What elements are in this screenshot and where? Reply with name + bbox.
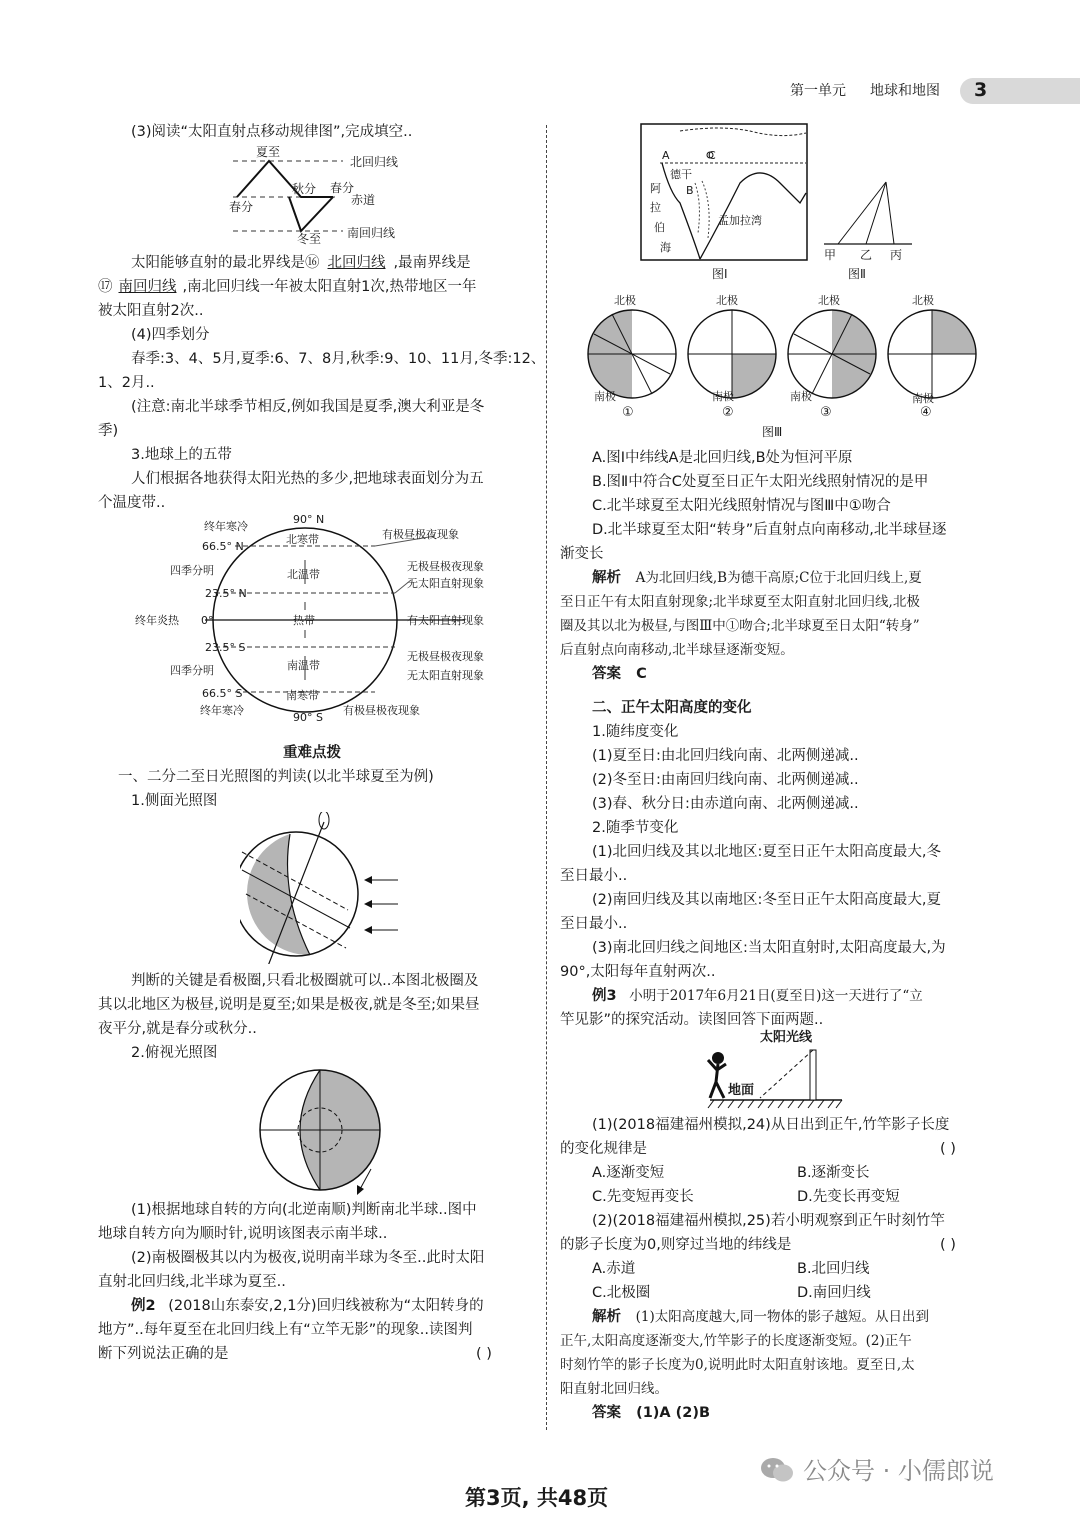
analysis-2-line-3: 时刻竹竿的影子长度为0,说明此时太阳直射该地。夏至日,太 <box>560 1357 915 1373</box>
example-3-label: 例3 <box>592 988 617 1004</box>
globe4-north: 北极 <box>912 294 934 307</box>
fill2-answer: 南回归线 <box>118 279 177 295</box>
r1-title: 1.随纬度变化 <box>592 724 679 740</box>
option-c: C.北半球夏至太阳光线照射情况与图Ⅲ中①吻合 <box>592 498 891 514</box>
map-label-arab-4: 海 <box>660 241 671 254</box>
analysis-2-line-4: 阳直射北回归线。 <box>560 1381 668 1397</box>
r2-title: 2.随季节变化 <box>592 820 679 836</box>
option-b: B.图Ⅱ中符合C处夏至日正午太阳光线照射情况的是甲 <box>592 474 929 490</box>
page-indicator: 第3页, 共48页 <box>465 1486 609 1510</box>
side-view-diagram <box>240 812 400 964</box>
example-3-text-1: 小明于2017年6月21日(夏至日)这一天进行了“立 <box>629 988 923 1004</box>
example-3-line-2: 竿见影”的探究活动。读图回答下面两题.. <box>560 1012 824 1028</box>
fig1-nanhuigui: 南回归线 <box>347 226 396 240</box>
r1-a: (1)夏至日:由北回归线向南、北两侧递减.. <box>592 748 859 764</box>
zone-3: 热带 <box>293 614 315 627</box>
fig-sun-rays-label: 太阳光线 <box>760 1030 813 1045</box>
analysis-2-text-1: (1)太阳高度越大,同一物体的影子越短。从日出到 <box>635 1309 930 1325</box>
top-view-line-1: (1)根据地球自转的方向(北逆南顺)判断南北半球..图中 <box>131 1202 477 1218</box>
fig2-caption: 图Ⅱ <box>848 267 866 281</box>
fig1-dongzhi: 冬至 <box>297 232 322 246</box>
phenomenon-2: 无极昼极夜现象 <box>407 560 484 573</box>
phenomenon-6: 无太阳直射现象 <box>407 669 484 682</box>
lat-23s: 23.5° S <box>205 641 246 654</box>
r2-b-line-2: 至日最小.. <box>560 916 628 932</box>
q2-line-1: (2)(2018福建福州模拟,25)若小明观察到正午时刻竹竿 <box>592 1213 945 1229</box>
globe1-num: ① <box>622 405 634 420</box>
side-view-line-2: 其以北地区为极昼,说明是夏至;如果是极夜,就是冬至;如果昼 <box>98 997 480 1013</box>
seasons-line-1: 春季:3、4、5月,夏季:6、7、8月,秋季:9、10、11月,冬季:12、 <box>131 351 546 367</box>
option-d-line-2: 渐变长 <box>560 546 604 562</box>
globe1-north: 北极 <box>614 294 636 307</box>
map-label-b: B <box>686 184 694 197</box>
r2-c-line-1: (3)南北回归线之间地区:当太阳直射时,太阳高度最大,为 <box>592 940 946 956</box>
globe2-num: ② <box>722 405 734 420</box>
r1-b: (2)冬至日:由南回归线向南、北两侧递减.. <box>592 772 859 788</box>
header-title: 地球和地图 <box>870 83 940 99</box>
q2-option-c: C.北极圈 <box>592 1285 651 1301</box>
lat-23n: 23.5° N <box>205 587 247 600</box>
map-label-arab-3: 伯 <box>654 221 665 234</box>
q4-text: (4)四季划分 <box>131 327 210 343</box>
q1-option-b: B.逐渐变长 <box>797 1165 870 1181</box>
q2-line-2: 的影子长度为0,则穿过当地的纬线是 <box>560 1237 792 1253</box>
fig-ground-label: 地面 <box>728 1083 755 1098</box>
top-view-diagram <box>245 1065 395 1195</box>
map-label-bengal: 孟加拉湾 <box>718 214 762 227</box>
answer-2-label: 答案 <box>592 1405 621 1421</box>
r2-b-line-1: (2)南回归线及其以南地区:冬至日正午太阳高度最大,夏 <box>592 892 942 908</box>
answer-2 <box>592 1402 710 1425</box>
fig1-xiazhi: 夏至 <box>256 145 281 159</box>
map-label-arab-2: 拉 <box>650 201 661 214</box>
q1-line-2: 的变化规律是 <box>560 1141 647 1157</box>
zone-5: 南寒带 <box>286 689 319 702</box>
r2-a-line-1: (1)北回归线及其以北地区:夏至日正午太阳高度最大,冬 <box>592 844 942 860</box>
q3-text: (3)阅读“太阳直射点移动规律图”,完成填空.. <box>131 124 413 140</box>
fill2-post: ,南北回归线一年被太阳直射1次,热带地区一年 <box>182 279 477 295</box>
map-label-c: C <box>708 149 716 162</box>
analysis-2-line-2: 正午,太阳高度逐渐变大,竹竿影子的长度逐渐变短。(2)正午 <box>560 1333 912 1349</box>
globe2-south: 南极 <box>712 390 734 403</box>
climate-3: 终年炎热 <box>135 614 179 627</box>
fill-line-3: 被太阳直射2次.. <box>98 303 204 319</box>
q1-option-a: A.逐渐变短 <box>592 1165 665 1181</box>
section-1-title: 一、二分二至日光照图的判读(以北半球夏至为例) <box>118 769 434 785</box>
five-zones-line-2: 个温度带.. <box>98 495 166 511</box>
fig1-beihuigui: 北回归线 <box>350 155 399 169</box>
top-view-line-4: 直射北回归线,北半球为夏至.. <box>98 1274 286 1290</box>
example-2-text-1: (2018山东泰安,2,1分)回归线被称为“太阳转身的 <box>168 1298 484 1314</box>
seasons-line-2: 1、2月.. <box>98 375 155 391</box>
fill1-post: ,最南界线是 <box>393 255 471 271</box>
five-zones-heading: 3.地球上的五带 <box>131 447 232 463</box>
top-view-line-2: 地球自转方向为顺时针,说明该图表示南半球.. <box>98 1226 388 1242</box>
climate-4: 四季分明 <box>170 664 214 677</box>
globe4-south: 南极 <box>912 392 934 405</box>
r2-c-line-2: 90°,太阳每年直射两次.. <box>560 964 716 980</box>
q1-option-c: C.先变短再变长 <box>592 1189 694 1205</box>
q2-option-a: A.赤道 <box>592 1261 636 1277</box>
fill1-answer: 北回归线 <box>327 255 386 271</box>
analysis-2-label: 解析 <box>592 1309 621 1325</box>
option-d-line-1: D.北半球夏至太阳“转身”后直射点向南移动,北半球昼逐 <box>592 522 947 538</box>
column-divider <box>546 125 547 1430</box>
map-label-dehan: 德干 <box>670 168 692 181</box>
lat-66s: 66.5° S <box>202 687 243 700</box>
option-a: A.图Ⅰ中纬线A是北回归线,B处为恒河平原 <box>592 450 853 466</box>
phenomenon-7: 有极昼极夜现象 <box>343 704 420 717</box>
side-view-title: 1.侧面光照图 <box>131 793 218 809</box>
lat-90n: 90° N <box>293 513 325 526</box>
fig1-chunfen-left: 春分 <box>229 200 254 214</box>
fig3-caption: 图Ⅲ <box>762 425 783 439</box>
q2-paren: ( ) <box>940 1237 956 1253</box>
fig1-chidao: 赤道 <box>351 193 376 207</box>
answer-1-label: 答案 <box>592 666 621 682</box>
analysis-1-label: 解析 <box>592 570 621 586</box>
q1-line-1: (1)(2018福建福州模拟,24)从日出到正午,竹竿影子长度 <box>592 1117 950 1133</box>
globe3-num: ③ <box>820 405 832 420</box>
fill2-pre: ⑰ <box>98 279 113 295</box>
fill1-pre: 太阳能够直射的最北界线是⑯ <box>131 255 320 271</box>
climate-2: 四季分明 <box>170 564 214 577</box>
answer-1-value: C <box>636 666 647 682</box>
lat-66n: 66.5° N <box>202 540 244 553</box>
note-line-1: (注意:南北半球季节相反,例如我国是夏季,澳大利亚是冬 <box>131 399 485 415</box>
example-2-line-1 <box>131 1295 484 1318</box>
climate-1: 终年寒冷 <box>204 520 248 533</box>
map-label-a: A <box>662 149 670 162</box>
page-number: 3 <box>974 79 988 101</box>
map-label-arab-1: 阿 <box>650 182 661 195</box>
analysis-1-line-2: 至日正午有太阳直射现象;北半球夏至太阳直射北回归线,北极 <box>560 594 920 610</box>
globe3-south: 南极 <box>790 390 812 403</box>
top-view-title: 2.俯视光照图 <box>131 1045 218 1061</box>
example-2-line-3: 断下列说法正确的是 <box>98 1346 229 1362</box>
key-points-title: 重难点拨 <box>283 745 341 761</box>
side-view-line-3: 夜平分,就是春分或秋分.. <box>98 1021 257 1037</box>
phenomenon-1: 有极昼极夜现象 <box>382 528 459 541</box>
analysis-1-line-1 <box>592 567 922 590</box>
example-3-line-1 <box>592 985 923 1008</box>
lat-90s: 90° S <box>293 711 323 724</box>
zone-2: 北温带 <box>287 568 320 581</box>
q1-paren: ( ) <box>940 1141 956 1157</box>
analysis-1-line-4: 后直射点向南移动,北半球昼逐渐变短。 <box>560 642 794 658</box>
sun-angle-figure-2 <box>820 178 920 250</box>
phenomenon-4: 有太阳直射现象 <box>407 614 484 627</box>
zone-4: 南温带 <box>287 659 320 672</box>
zone-1: 北寒带 <box>286 533 319 546</box>
fill-line-1 <box>131 252 471 275</box>
example-2-answer-paren: ( ) <box>476 1346 492 1362</box>
globe3-north: 北极 <box>818 294 840 307</box>
globe2-north: 北极 <box>716 294 738 307</box>
fill-line-2 <box>98 276 476 299</box>
example-2-line-2: 地方”..每年夏至在北回归线上有“立竿无影”的现象..读图判 <box>98 1322 473 1338</box>
phenomenon-3: 无太阳直射现象 <box>407 577 484 590</box>
analysis-1-text-1: A为北回归线,B为德干高原;C位于北回归线上,夏 <box>635 570 922 586</box>
globe4-num: ④ <box>920 405 932 420</box>
wechat-icon <box>760 1456 794 1484</box>
fig2-bing: 丙 <box>890 248 903 262</box>
fig1-chunfen-right: 春分 <box>330 181 355 195</box>
q2-option-d: D.南回归线 <box>797 1285 871 1301</box>
side-view-line-1: 判断的关键是看极圈,只看北极圈就可以..本图北极圈及 <box>131 973 479 989</box>
globe1-south: 南极 <box>594 390 616 403</box>
fig2-jia: 甲 <box>824 248 837 262</box>
r1-c: (3)春、秋分日:由赤道向南、北两侧递减.. <box>592 796 859 812</box>
header-unit: 第一单元 <box>790 83 846 99</box>
answer-2-value: (1)A (2)B <box>636 1405 711 1421</box>
analysis-2-line-1 <box>592 1306 929 1329</box>
fig1-caption: 图Ⅰ <box>712 267 728 281</box>
analysis-1-line-3: 圈及其以北为极昼,与图Ⅲ中①吻合;北半球夏至日太阳“转身” <box>560 618 920 634</box>
r2-a-line-2: 至日最小.. <box>560 868 628 884</box>
q1-option-d: D.先变长再变短 <box>797 1189 900 1205</box>
answer-1 <box>592 663 647 686</box>
climate-5: 终年寒冷 <box>200 704 244 717</box>
section-2-title: 二、正午太阳高度的变化 <box>592 700 752 716</box>
fig2-yi: 乙 <box>860 248 873 262</box>
watermark: 公众号 · 小儒郎说 <box>803 1457 994 1485</box>
note-line-2: 季) <box>98 423 119 439</box>
example-2-label: 例2 <box>131 1298 156 1314</box>
phenomenon-5: 无极昼极夜现象 <box>407 650 484 663</box>
lat-0: 0° <box>201 614 214 627</box>
five-zones-line-1: 人们根据各地获得太阳光热的多少,把地球表面划分为五 <box>131 471 484 487</box>
top-view-line-3: (2)南极圈极其以内为极夜,说明南半球为冬至..此时太阳 <box>131 1250 485 1266</box>
q2-option-b: B.北回归线 <box>797 1261 870 1277</box>
fig1-qiufen: 秋分 <box>292 182 317 196</box>
